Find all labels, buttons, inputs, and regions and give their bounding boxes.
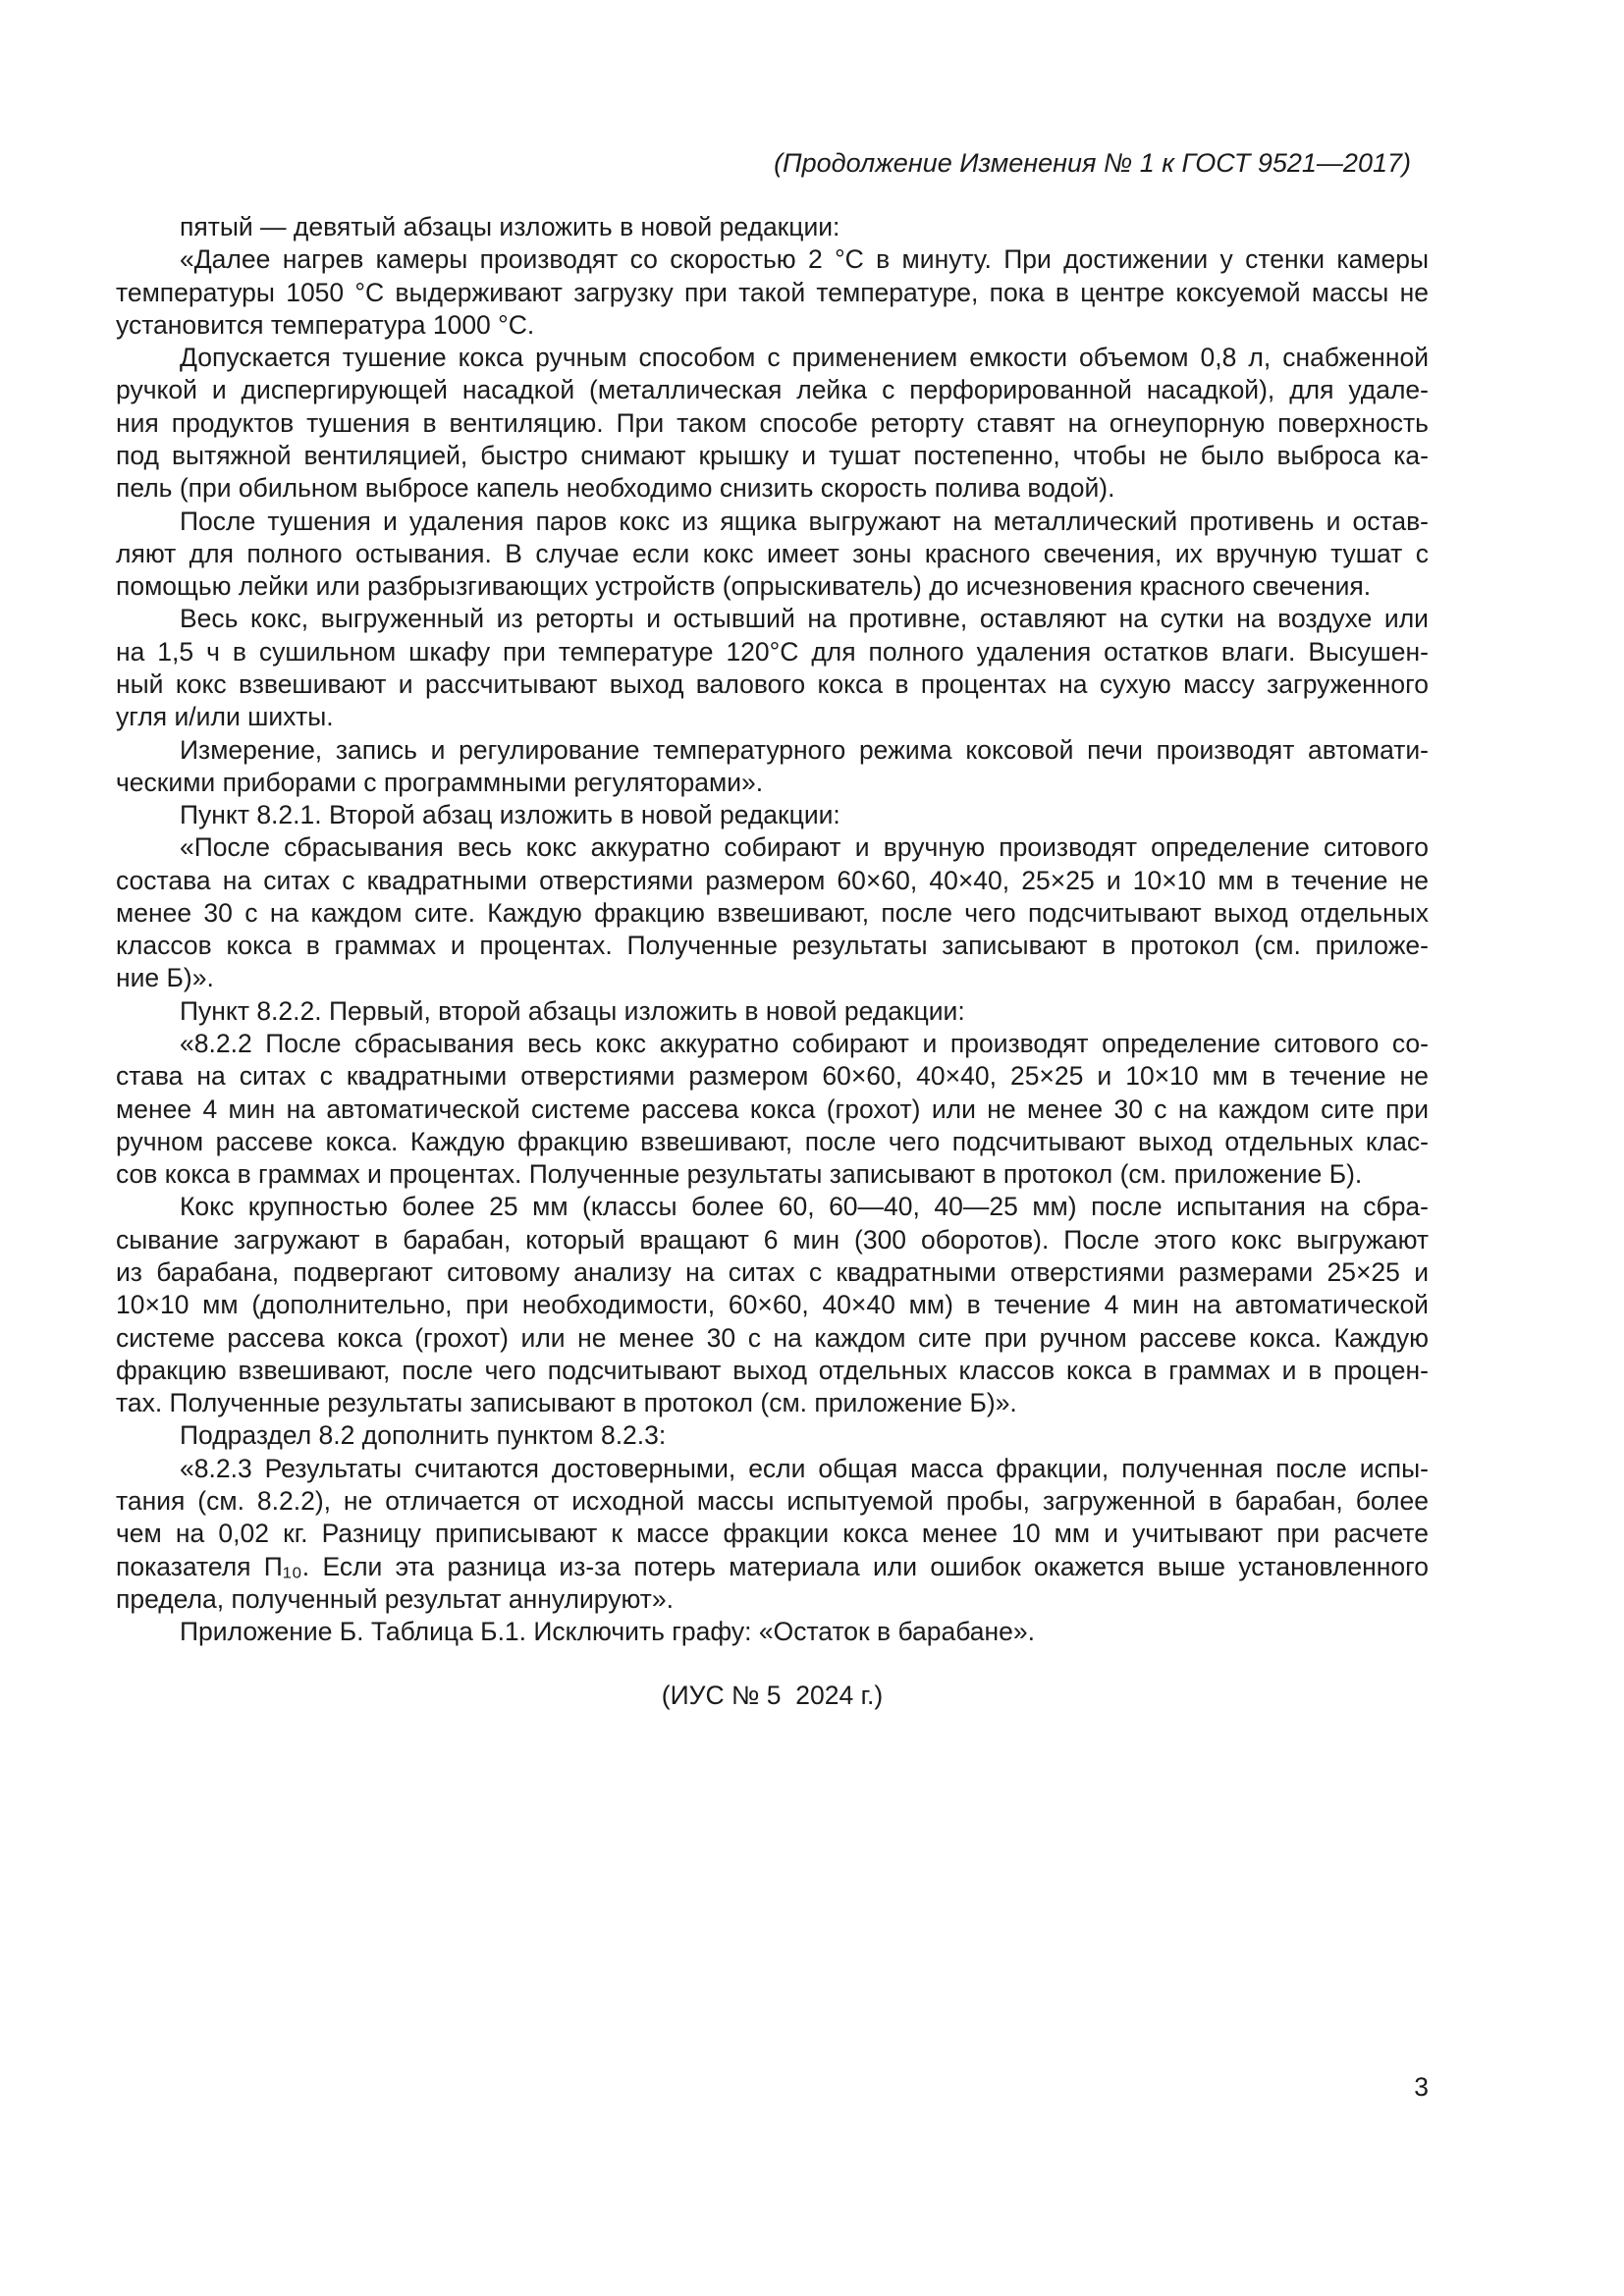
paragraph	[116, 506, 1429, 604]
text-line: предела, полученный результат аннулируют».	[116, 1583, 675, 1614]
text-line: ние Б)».	[116, 963, 214, 993]
text-line: става на ситах с квадратными отверстиями размером 60×60, 40×40, 25×25 и 10×10 мм в течение не	[116, 1061, 1429, 1092]
text-line: пель (при обильном выбросе капель необходимо снизить скорость полива водой).	[116, 473, 1115, 504]
paragraph	[116, 799, 1429, 831]
running-header: (Продолжение Изменения № 1 к ГОСТ 9521—2017)	[774, 148, 1411, 178]
text-line: Пункт 8.2.2. Первый, второй абзацы изложить в новой редакции:	[180, 995, 965, 1026]
paragraph	[116, 831, 1429, 994]
text-line: классов кокса в граммах и процентах. Полученные результаты записывают в протокол (см. приложе-	[116, 931, 1429, 961]
text-line: тах. Полученные результаты записывают в протокол (см. приложение Б)».	[116, 1388, 1017, 1418]
paragraph	[116, 1191, 1429, 1419]
text-line: ручкой и диспергирующей насадкой (металлическая лейка с перфорированной насадкой), для удале-	[116, 375, 1429, 405]
text-line: Измерение, запись и регулирование температурного режима коксовой печи производят автомати-	[180, 734, 1429, 765]
text-line: состава на ситах с квадратными отверстиями размером 60×60, 40×40, 25×25 и 10×10 мм в течение не	[116, 865, 1429, 895]
paragraph	[116, 211, 1429, 243]
text-line: установится температура 1000 °С.	[116, 309, 535, 340]
paragraph	[116, 995, 1429, 1028]
paragraph	[116, 1419, 1429, 1452]
text-line: сов кокса в граммах и процентах. Полученные результаты записывают в протокол (см. приложение Б).	[116, 1159, 1363, 1190]
paragraph	[116, 1616, 1429, 1648]
text-line: системе рассева кокса (грохот) или не менее 30 с на каждом сите при ручном рассеве кокса. Каждую	[116, 1322, 1429, 1353]
paragraph	[116, 342, 1429, 505]
text-line: Весь кокс, выгруженный из реторты и остывший на противне, оставляют на сутки на воздухе или	[180, 604, 1429, 634]
text-line: пятый — девятый абзацы изложить в новой редакции:	[180, 212, 840, 241]
text-line: сывание загружают в барабан, который вращают 6 мин (300 оборотов). После этого кокс выгружают	[116, 1224, 1429, 1255]
text-line: ческими приборами с программными регуляторами».	[116, 767, 764, 797]
text-line: угля и/или шихты.	[116, 702, 334, 732]
text-line: температуры 1050 °С выдерживают загрузку при такой температуре, пока в центре коксуемой массы не	[116, 277, 1429, 307]
text-line: Пункт 8.2.1. Второй абзац изложить в новой редакции:	[180, 800, 840, 830]
text-line: фракцию взвешивают, после чего подсчитывают выход отдельных классов кокса в граммах и в процен-	[116, 1355, 1429, 1385]
text-line: «8.2.2 После сбрасывания весь кокс аккуратно собирают и производят определение ситового со-	[180, 1029, 1429, 1059]
text-line: из барабана, подвергают ситовому анализу на ситах с квадратными отверстиями размерами 25×25 и	[116, 1257, 1429, 1287]
text-line: Кокс крупностью более 25 мм (классы более 60, 60—40, 40—25 мм) после испытания на сбра-	[180, 1192, 1429, 1222]
text-line: менее 4 мин на автоматической системе рассева кокса (грохот) или не менее 30 с на каждом сите при	[116, 1094, 1429, 1124]
text-line: на 1,5 ч в сушильном шкафу при температуре 120°С для полного удаления остатков влаги. Высушен-	[116, 636, 1429, 667]
paragraph	[116, 1453, 1429, 1616]
document-body	[116, 211, 1429, 1648]
text-line: Подраздел 8.2 дополнить пунктом 8.2.3:	[180, 1420, 667, 1451]
paragraph	[116, 603, 1429, 733]
paragraph	[116, 243, 1429, 342]
paragraph	[116, 734, 1429, 800]
text-line: показателя П₁₀. Если эта разница из-за потерь материала или ошибок окажется выше установленного	[116, 1551, 1429, 1581]
text-line: ния продуктов тушения в вентиляцию. При таком способе реторту ставят на огнеупорную поверхность	[116, 407, 1429, 438]
text-line: 10×10 мм (дополнительно, при необходимости, 60×60, 40×40 мм) в течение 4 мин на автоматической	[116, 1290, 1429, 1320]
text-line: тания (см. 8.2.2), не отличается от исходной массы испытуемой пробы, загруженной в барабан, более	[116, 1485, 1429, 1516]
text-line: Допускается тушение кокса ручным способом с применением емкости объемом 0,8 л, снабженной	[180, 343, 1429, 373]
text-line: «Далее нагрев камеры производят со скоростью 2 °С в минуту. При достижении у стенки камеры	[180, 244, 1429, 275]
text-line: менее 30 с на каждом сите. Каждую фракцию взвешивают, после чего подсчитывают выход отдельных	[116, 897, 1429, 928]
text-line: ный кокс взвешивают и рассчитывают выход валового кокса в процентах на сухую массу загруженного	[116, 668, 1429, 699]
text-line: После тушения и удаления паров кокс из ящика выгружают на металлический противень и остав-	[180, 506, 1429, 536]
text-line: ручном рассеве кокса. Каждую фракцию взвешивают, после чего подсчитывают выход отдельных клас-	[116, 1126, 1429, 1156]
paragraph	[116, 1028, 1429, 1191]
text-line: ляют для полного остывания. В случае если кокс имеет зоны красного свечения, их вручную тушат с	[116, 538, 1429, 568]
page-number: 3	[1414, 2072, 1429, 2102]
text-line: «8.2.3 Результаты считаются достоверными, если общая масса фракции, полученная после испы-	[180, 1453, 1429, 1483]
text-line: Приложение Б. Таблица Б.1. Исключить графу: «Остаток в барабане».	[180, 1617, 1036, 1647]
text-line: «После сбрасывания весь кокс аккуратно собирают и вручную производят определение ситового	[180, 832, 1429, 863]
issue-note: (ИУС № 5 2024 г.)	[661, 1681, 884, 1710]
text-line: под вытяжной вентиляцией, быстро снимают крышку и тушат постепенно, чтобы не было выброса ка-	[116, 440, 1429, 470]
text-line: чем на 0,02 кг. Разницу приписывают к массе фракции кокса менее 10 мм и учитывают при расчете	[116, 1519, 1429, 1549]
text-line: помощью лейки или разбрызгивающих устройств (опрыскиватель) до исчезновения красного свечения.	[116, 571, 1372, 602]
